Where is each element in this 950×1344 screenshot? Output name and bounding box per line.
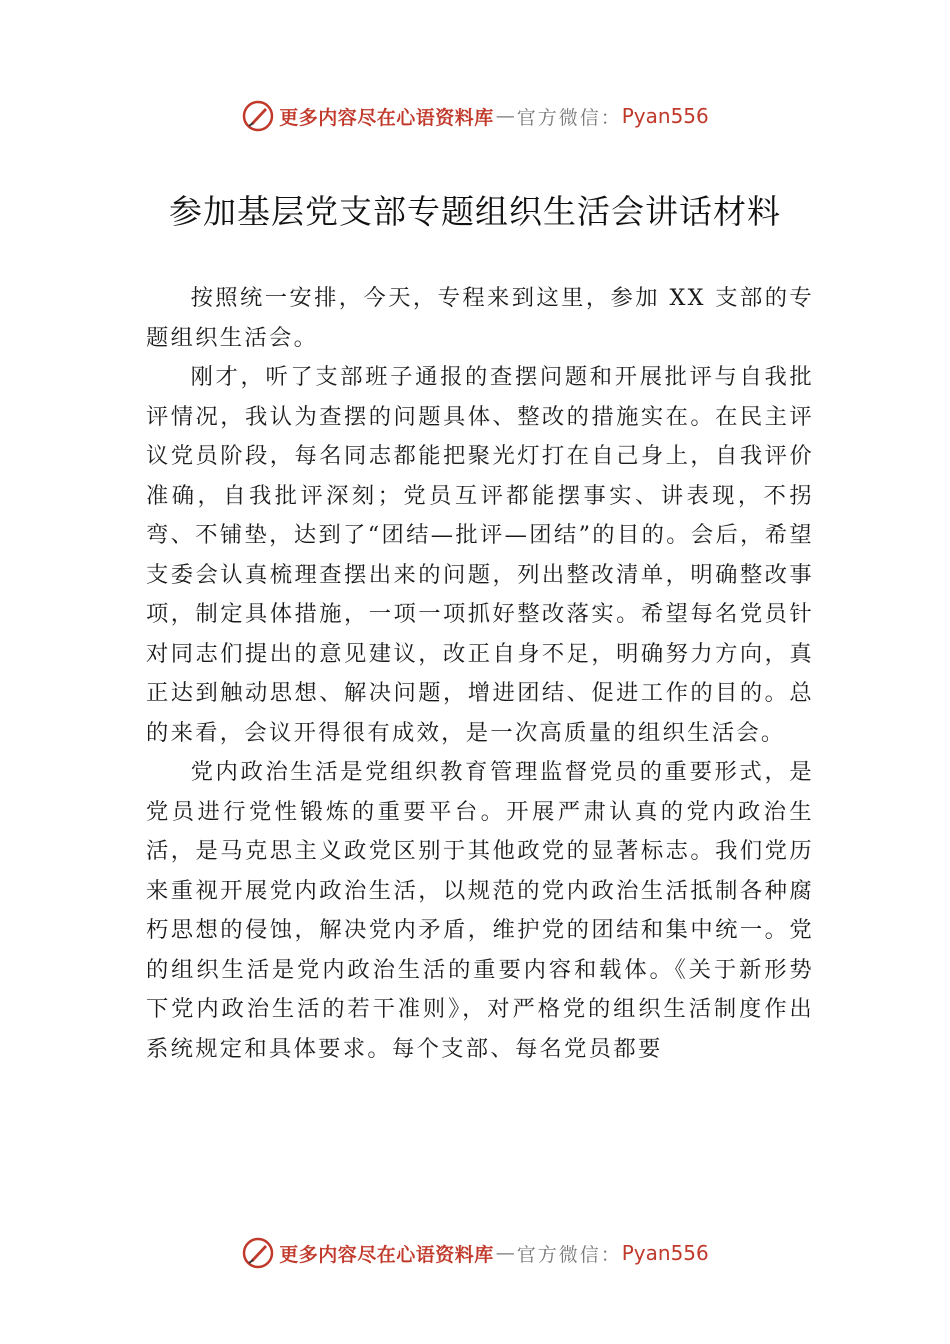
banner-separator: — <box>495 1242 515 1264</box>
footer-banner <box>0 1233 950 1273</box>
document-title: 参加基层党支部专题组织生活会讲话材料 <box>169 192 781 231</box>
banner-separator: — <box>495 105 515 127</box>
promo-text: 更多内容尽在心语资料库 <box>279 106 494 129</box>
document-body <box>146 279 814 1069</box>
wechat-label: 官方微信： <box>516 1243 622 1266</box>
quill-logo-icon <box>241 99 275 133</box>
wechat-id: Pyan556 <box>621 104 709 128</box>
header-banner <box>0 96 950 136</box>
wechat-label: 官方微信： <box>516 106 622 129</box>
wechat-id: Pyan556 <box>621 1241 709 1265</box>
paragraph: 刚才，听了支部班子通报的查摆问题和开展批评与自我批评情况，我认为查摆的问题具体、整改的措施实在。在民主评议党员阶段，每名同志都能把聚光灯打在自己身上，自我评价准确，自我批评深刻；党员互评都能摆事实、讲表现，不拐弯、不铺垫，达到了“团结—批评—团结”的目的。会后，希望支委会认真梳理查摆出来的问题，列出整改清单，明确整改事项，制定具体措施，一项一项抓好整改落实。希望每名党员针对同志们提出的意见建议，改正自身不足，明确努力方向，真正达到触动思想、解决问题，增进团结、促进工作的目的。总的来看，会议开得很有成效，是一次高质量的组织生活会。 <box>146 364 814 746</box>
promo-text: 更多内容尽在心语资料库 <box>279 1243 494 1266</box>
quill-logo-icon <box>241 1236 275 1270</box>
paragraph: 党内政治生活是党组织教育管理监督党员的重要形式，是党员进行党性锻炼的重要平台。开展严肃认真的党内政治生活，是马克思主义政党区别于其他政党的显著标志。我们党历来重视开展党内政治生活，以规范的党内政治生活抵制各种腐朽思想的侵蚀，解决党内矛盾，维护党的团结和集中统一。党的组织生活是党内政治生活的重要内容和载体。《关于新形势下党内政治生活的若干准则》，对严格党的组织生活制度作出系统规定和具体要求。每个支部、每名党员都要 <box>146 759 814 1062</box>
paragraph: 按照统一安排，今天，专程来到这里，参加 XX 支部的专题组织生活会。 <box>146 285 814 351</box>
